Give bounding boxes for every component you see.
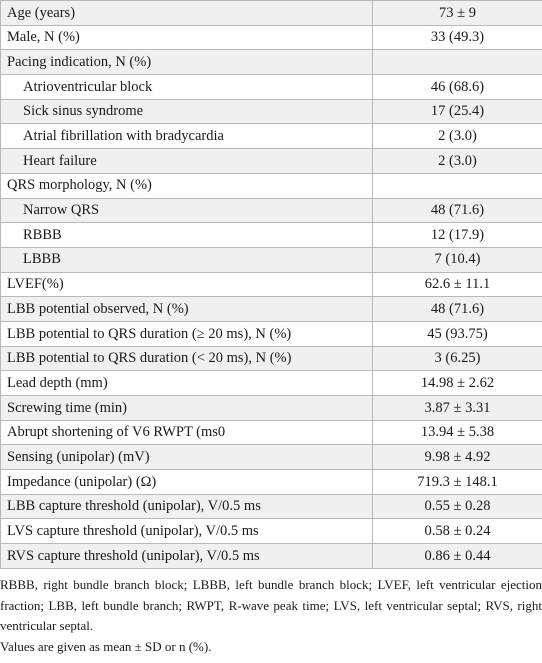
row-label: RVS capture threshold (unipolar), V/0.5 ms <box>1 544 373 569</box>
row-label: LBB capture threshold (unipolar), V/0.5 ms <box>1 494 373 519</box>
row-value: 45 (93.75) <box>373 321 542 346</box>
row-value: 0.58 ± 0.24 <box>373 519 542 544</box>
row-label: LBB potential observed, N (%) <box>1 297 373 322</box>
row-label: Impedance (unipolar) (Ω) <box>1 470 373 495</box>
row-value: 3.87 ± 3.31 <box>373 396 542 421</box>
table-row <box>1 1 542 26</box>
row-label: Atrial fibrillation with bradycardia <box>1 124 373 149</box>
row-label: Atrioventricular block <box>1 75 373 100</box>
values-note: Values are given as mean ± SD or n (%). <box>0 638 212 654</box>
row-value: 12 (17.9) <box>373 223 542 248</box>
table-row <box>1 420 542 445</box>
table-row <box>1 470 542 495</box>
row-value: 46 (68.6) <box>373 75 542 100</box>
table-body <box>1 1 542 569</box>
row-label: Age (years) <box>1 1 373 26</box>
row-value: 2 (3.0) <box>373 124 542 149</box>
table-row <box>1 396 542 421</box>
row-value: 17 (25.4) <box>373 99 542 124</box>
row-label: LVS capture threshold (unipolar), V/0.5 ms <box>1 519 373 544</box>
row-label: Lead depth (mm) <box>1 371 373 396</box>
row-value <box>373 50 542 75</box>
row-value: 7 (10.4) <box>373 247 542 272</box>
table-row <box>1 149 542 174</box>
row-value: 719.3 ± 148.1 <box>373 470 542 495</box>
row-value: 48 (71.6) <box>373 198 542 223</box>
row-label: Screwing time (min) <box>1 396 373 421</box>
row-label: Heart failure <box>1 149 373 174</box>
table-row <box>1 75 542 100</box>
row-value: 9.98 ± 4.92 <box>373 445 542 470</box>
row-label: LBB potential to QRS duration (< 20 ms), N (%) <box>1 346 373 371</box>
row-value: 0.55 ± 0.28 <box>373 494 542 519</box>
row-label: LBB potential to QRS duration (≥ 20 ms), N (%) <box>1 321 373 346</box>
row-value: 48 (71.6) <box>373 297 542 322</box>
table-row <box>1 371 542 396</box>
row-value: 0.86 ± 0.44 <box>373 544 542 569</box>
row-label: Narrow QRS <box>1 198 373 223</box>
table-row <box>1 272 542 297</box>
table-row <box>1 99 542 124</box>
table-row <box>1 247 542 272</box>
table-row <box>1 223 542 248</box>
row-value: 73 ± 9 <box>373 1 542 26</box>
row-value: 2 (3.0) <box>373 149 542 174</box>
row-value <box>373 173 542 198</box>
table-row <box>1 519 542 544</box>
table-row <box>1 297 542 322</box>
row-label: Abrupt shortening of V6 RWPT (ms0 <box>1 420 373 445</box>
row-label: LVEF(%) <box>1 272 373 297</box>
table-row <box>1 544 542 569</box>
table-row <box>1 494 542 519</box>
table-row <box>1 321 542 346</box>
row-label: Sensing (unipolar) (mV) <box>1 445 373 470</box>
table-row <box>1 445 542 470</box>
abbreviations-note: RBBB, right bundle branch block; LBBB, left bundle branch block; LVEF, left ventricular ejection fraction; LBB, left bundle branch; RWPT, R-wave peak time; LVS, left ventricular septal; RVS, right ventricular septal. <box>0 577 542 633</box>
row-value: 33 (49.3) <box>373 25 542 50</box>
table-row <box>1 50 542 75</box>
row-label: Sick sinus syndrome <box>1 99 373 124</box>
row-label: LBBB <box>1 247 373 272</box>
table-row <box>1 173 542 198</box>
row-value: 62.6 ± 11.1 <box>373 272 542 297</box>
row-value: 3 (6.25) <box>373 346 542 371</box>
row-label: QRS morphology, N (%) <box>1 173 373 198</box>
table-row <box>1 346 542 371</box>
table-footnotes <box>0 575 542 657</box>
row-value: 13.94 ± 5.38 <box>373 420 542 445</box>
table-row <box>1 25 542 50</box>
table-row <box>1 198 542 223</box>
row-label: Male, N (%) <box>1 25 373 50</box>
table-row <box>1 124 542 149</box>
row-value: 14.98 ± 2.62 <box>373 371 542 396</box>
row-label: RBBB <box>1 223 373 248</box>
row-label: Pacing indication, N (%) <box>1 50 373 75</box>
